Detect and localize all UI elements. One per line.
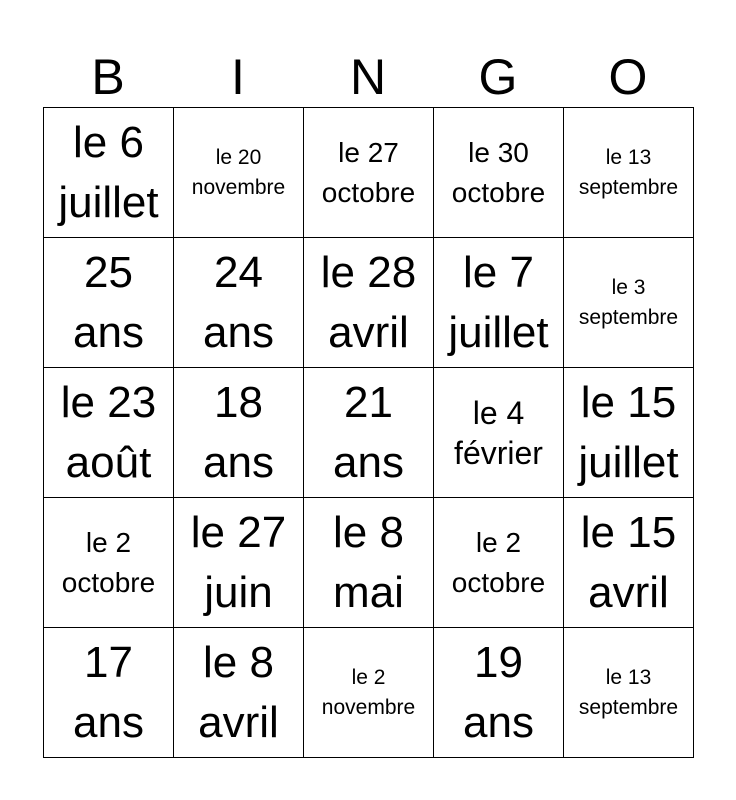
header-letter-n: N — [349, 49, 387, 105]
bingo-card — [43, 107, 694, 758]
bingo-cell[interactable] — [434, 238, 564, 368]
cell-text: 21 ans — [333, 377, 404, 487]
bingo-cell[interactable] — [174, 498, 304, 628]
cell-text: le 7 juillet — [448, 247, 549, 357]
cell-text: le 23 août — [60, 377, 157, 487]
bingo-cell[interactable] — [304, 368, 434, 498]
bingo-cell[interactable] — [434, 498, 564, 628]
bingo-cell[interactable] — [304, 628, 434, 758]
bingo-cell[interactable] — [434, 108, 564, 238]
bingo-cell[interactable] — [564, 238, 694, 368]
cell-text: le 15 avril — [580, 507, 677, 617]
bingo-cell[interactable] — [44, 628, 174, 758]
bingo-cell[interactable] — [44, 368, 174, 498]
bingo-header — [43, 48, 693, 106]
header-letter-b: B — [91, 49, 125, 105]
cell-text: 19 ans — [463, 637, 534, 747]
bingo-cell[interactable] — [44, 498, 174, 628]
bingo-cell[interactable] — [564, 498, 694, 628]
cell-text: le 20 novembre — [191, 145, 286, 199]
cell-text: le 13 septembre — [578, 665, 679, 719]
bingo-cell[interactable] — [44, 108, 174, 238]
bingo-cell[interactable] — [174, 368, 304, 498]
cell-text: le 27 octobre — [321, 136, 416, 208]
bingo-cell[interactable] — [304, 238, 434, 368]
bingo-cell[interactable] — [564, 368, 694, 498]
bingo-cell[interactable] — [174, 108, 304, 238]
cell-text: le 2 octobre — [61, 526, 156, 598]
bingo-cell[interactable] — [434, 628, 564, 758]
cell-text: le 3 septembre — [578, 275, 679, 329]
cell-text: le 2 novembre — [321, 665, 416, 719]
bingo-cell[interactable] — [564, 628, 694, 758]
cell-text: 24 ans — [203, 247, 274, 357]
cell-text: le 28 avril — [320, 247, 417, 357]
cell-text: le 30 octobre — [451, 136, 546, 208]
cell-text: le 27 juin — [190, 507, 287, 617]
bingo-cell[interactable] — [304, 498, 434, 628]
header-letter-o: O — [608, 49, 648, 105]
cell-text: le 8 avril — [198, 637, 279, 747]
bingo-cell[interactable] — [304, 108, 434, 238]
bingo-cell[interactable] — [44, 238, 174, 368]
cell-text: le 8 mai — [333, 507, 404, 617]
bingo-cell[interactable] — [174, 628, 304, 758]
cell-text: 17 ans — [73, 637, 144, 747]
cell-text: le 6 juillet — [58, 117, 159, 227]
cell-text: 25 ans — [73, 247, 144, 357]
cell-text: le 4 février — [454, 394, 543, 471]
bingo-cell[interactable] — [434, 368, 564, 498]
bingo-cell[interactable] — [174, 238, 304, 368]
cell-text: 18 ans — [203, 377, 274, 487]
cell-text: le 15 juillet — [578, 377, 679, 487]
cell-text: le 13 septembre — [578, 145, 679, 199]
header-letter-g: G — [478, 49, 518, 105]
cell-text: le 2 octobre — [451, 526, 546, 598]
bingo-cell[interactable] — [564, 108, 694, 238]
header-letter-i: I — [231, 49, 245, 105]
